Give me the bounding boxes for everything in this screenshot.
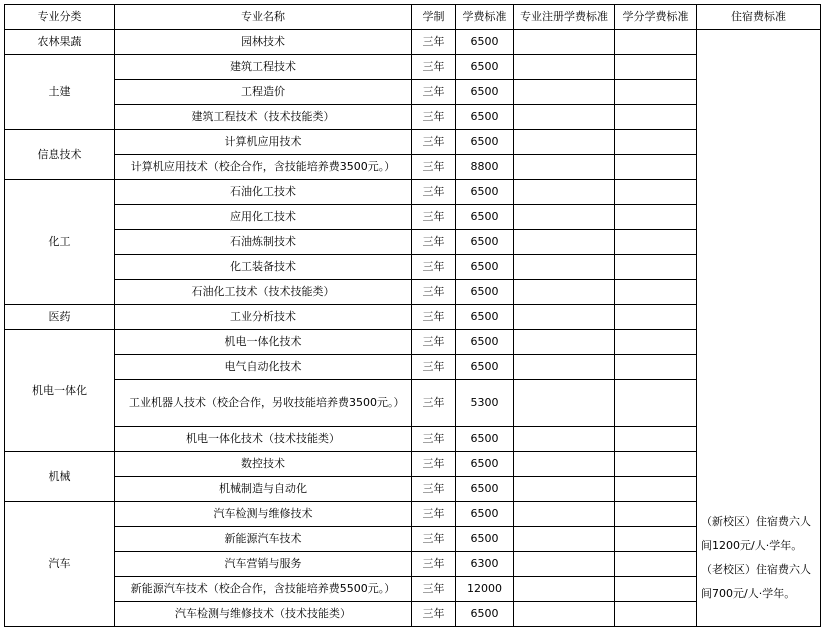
table-row xyxy=(5,30,821,55)
major-name-cell: 电气自动化技术 xyxy=(115,355,412,380)
header-registration-fee: 专业注册学费标准 xyxy=(514,5,615,30)
duration-cell: 三年 xyxy=(412,205,456,230)
major-name-cell: 工业机器人技术（校企合作，另收技能培养费3500元。） xyxy=(115,380,412,427)
duration-cell: 三年 xyxy=(412,305,456,330)
header-major-name: 专业名称 xyxy=(115,5,412,30)
tuition-cell: 6500 xyxy=(456,527,514,552)
tuition-cell: 8800 xyxy=(456,155,514,180)
credit-fee-cell xyxy=(615,80,697,105)
major-name-cell: 石油化工技术（技术技能类） xyxy=(115,280,412,305)
duration-cell: 三年 xyxy=(412,380,456,427)
duration-cell: 三年 xyxy=(412,130,456,155)
major-name-cell: 化工装备技术 xyxy=(115,255,412,280)
credit-fee-cell xyxy=(615,155,697,180)
tuition-cell: 6500 xyxy=(456,602,514,627)
credit-fee-cell xyxy=(615,452,697,477)
category-cell: 汽车 xyxy=(5,502,115,627)
header-dorm-fee: 住宿费标准 xyxy=(697,5,821,30)
major-name-cell: 数控技术 xyxy=(115,452,412,477)
category-cell: 机电一体化 xyxy=(5,330,115,452)
major-name-cell: 应用化工技术 xyxy=(115,205,412,230)
credit-fee-cell xyxy=(615,602,697,627)
credit-fee-cell xyxy=(615,205,697,230)
tuition-cell: 6500 xyxy=(456,230,514,255)
registration-fee-cell xyxy=(514,130,615,155)
duration-cell: 三年 xyxy=(412,105,456,130)
header-credit-fee: 学分学费标准 xyxy=(615,5,697,30)
major-name-cell: 石油炼制技术 xyxy=(115,230,412,255)
major-name-cell: 计算机应用技术（校企合作，含技能培养费3500元。） xyxy=(115,155,412,180)
registration-fee-cell xyxy=(514,255,615,280)
credit-fee-cell xyxy=(615,130,697,155)
credit-fee-cell xyxy=(615,105,697,130)
registration-fee-cell xyxy=(514,552,615,577)
major-name-cell: 园林技术 xyxy=(115,30,412,55)
registration-fee-cell xyxy=(514,477,615,502)
registration-fee-cell xyxy=(514,105,615,130)
major-name-cell: 新能源汽车技术 xyxy=(115,527,412,552)
credit-fee-cell xyxy=(615,477,697,502)
duration-cell: 三年 xyxy=(412,230,456,255)
major-name-cell: 汽车检测与维修技术 xyxy=(115,502,412,527)
credit-fee-cell xyxy=(615,577,697,602)
duration-cell: 三年 xyxy=(412,330,456,355)
credit-fee-cell xyxy=(615,527,697,552)
credit-fee-cell xyxy=(615,255,697,280)
credit-fee-cell xyxy=(615,55,697,80)
duration-cell: 三年 xyxy=(412,80,456,105)
credit-fee-cell xyxy=(615,380,697,427)
dorm-fee-text: （老校区）住宿费六人间700元/人·学年。 xyxy=(701,563,811,600)
duration-cell: 三年 xyxy=(412,527,456,552)
credit-fee-cell xyxy=(615,30,697,55)
tuition-cell: 6500 xyxy=(456,427,514,452)
duration-cell: 三年 xyxy=(412,502,456,527)
major-name-cell: 计算机应用技术 xyxy=(115,130,412,155)
tuition-cell: 6500 xyxy=(456,502,514,527)
registration-fee-cell xyxy=(514,452,615,477)
registration-fee-cell xyxy=(514,380,615,427)
credit-fee-cell xyxy=(615,305,697,330)
tuition-cell: 6500 xyxy=(456,55,514,80)
registration-fee-cell xyxy=(514,155,615,180)
credit-fee-cell xyxy=(615,280,697,305)
major-name-cell: 工业分析技术 xyxy=(115,305,412,330)
registration-fee-cell xyxy=(514,80,615,105)
tuition-cell: 6500 xyxy=(456,205,514,230)
duration-cell: 三年 xyxy=(412,552,456,577)
registration-fee-cell xyxy=(514,355,615,380)
major-name-cell: 汽车营销与服务 xyxy=(115,552,412,577)
tuition-cell: 6500 xyxy=(456,305,514,330)
duration-cell: 三年 xyxy=(412,577,456,602)
header-tuition: 学费标准 xyxy=(456,5,514,30)
duration-cell: 三年 xyxy=(412,280,456,305)
major-name-cell: 机电一体化技术 xyxy=(115,330,412,355)
tuition-cell: 6500 xyxy=(456,130,514,155)
major-name-cell: 石油化工技术 xyxy=(115,180,412,205)
tuition-cell: 12000 xyxy=(456,577,514,602)
registration-fee-cell xyxy=(514,55,615,80)
credit-fee-cell xyxy=(615,552,697,577)
duration-cell: 三年 xyxy=(412,155,456,180)
tuition-cell: 6500 xyxy=(456,355,514,380)
category-cell: 土建 xyxy=(5,55,115,130)
dorm-fee-text: （新校区）住宿费六人间1200元/人·学年。 xyxy=(701,515,811,552)
tuition-fee-table xyxy=(4,4,821,627)
credit-fee-cell xyxy=(615,180,697,205)
registration-fee-cell xyxy=(514,230,615,255)
registration-fee-cell xyxy=(514,427,615,452)
tuition-cell: 6500 xyxy=(456,452,514,477)
major-name-cell: 建筑工程技术 xyxy=(115,55,412,80)
tuition-cell: 6500 xyxy=(456,280,514,305)
duration-cell: 三年 xyxy=(412,477,456,502)
duration-cell: 三年 xyxy=(412,180,456,205)
registration-fee-cell xyxy=(514,305,615,330)
duration-cell: 三年 xyxy=(412,602,456,627)
registration-fee-cell xyxy=(514,180,615,205)
tuition-cell: 6500 xyxy=(456,255,514,280)
major-name-cell: 机电一体化技术（技术技能类） xyxy=(115,427,412,452)
tuition-cell: 6300 xyxy=(456,552,514,577)
credit-fee-cell xyxy=(615,330,697,355)
tuition-cell: 6500 xyxy=(456,330,514,355)
credit-fee-cell xyxy=(615,502,697,527)
tuition-cell: 6500 xyxy=(456,80,514,105)
major-name-cell: 建筑工程技术（技术技能类） xyxy=(115,105,412,130)
header-duration: 学制 xyxy=(412,5,456,30)
major-name-cell: 机械制造与自动化 xyxy=(115,477,412,502)
major-name-cell: 新能源汽车技术（校企合作，含技能培养费5500元。） xyxy=(115,577,412,602)
credit-fee-cell xyxy=(615,230,697,255)
category-cell: 机械 xyxy=(5,452,115,502)
duration-cell: 三年 xyxy=(412,255,456,280)
dorm-fee-cell xyxy=(697,30,821,627)
registration-fee-cell xyxy=(514,527,615,552)
header-row xyxy=(5,5,821,30)
tuition-cell: 5300 xyxy=(456,380,514,427)
category-cell: 化工 xyxy=(5,180,115,305)
duration-cell: 三年 xyxy=(412,427,456,452)
registration-fee-cell xyxy=(514,502,615,527)
registration-fee-cell xyxy=(514,330,615,355)
category-cell: 医药 xyxy=(5,305,115,330)
category-cell: 农林果蔬 xyxy=(5,30,115,55)
registration-fee-cell xyxy=(514,205,615,230)
duration-cell: 三年 xyxy=(412,452,456,477)
tuition-cell: 6500 xyxy=(456,30,514,55)
duration-cell: 三年 xyxy=(412,30,456,55)
header-category: 专业分类 xyxy=(5,5,115,30)
duration-cell: 三年 xyxy=(412,55,456,80)
registration-fee-cell xyxy=(514,280,615,305)
credit-fee-cell xyxy=(615,355,697,380)
major-name-cell: 工程造价 xyxy=(115,80,412,105)
registration-fee-cell xyxy=(514,602,615,627)
tuition-cell: 6500 xyxy=(456,180,514,205)
registration-fee-cell xyxy=(514,30,615,55)
tuition-cell: 6500 xyxy=(456,477,514,502)
major-name-cell: 汽车检测与维修技术（技术技能类） xyxy=(115,602,412,627)
tuition-cell: 6500 xyxy=(456,105,514,130)
credit-fee-cell xyxy=(615,427,697,452)
duration-cell: 三年 xyxy=(412,355,456,380)
category-cell: 信息技术 xyxy=(5,130,115,180)
table-body xyxy=(5,30,821,627)
registration-fee-cell xyxy=(514,577,615,602)
